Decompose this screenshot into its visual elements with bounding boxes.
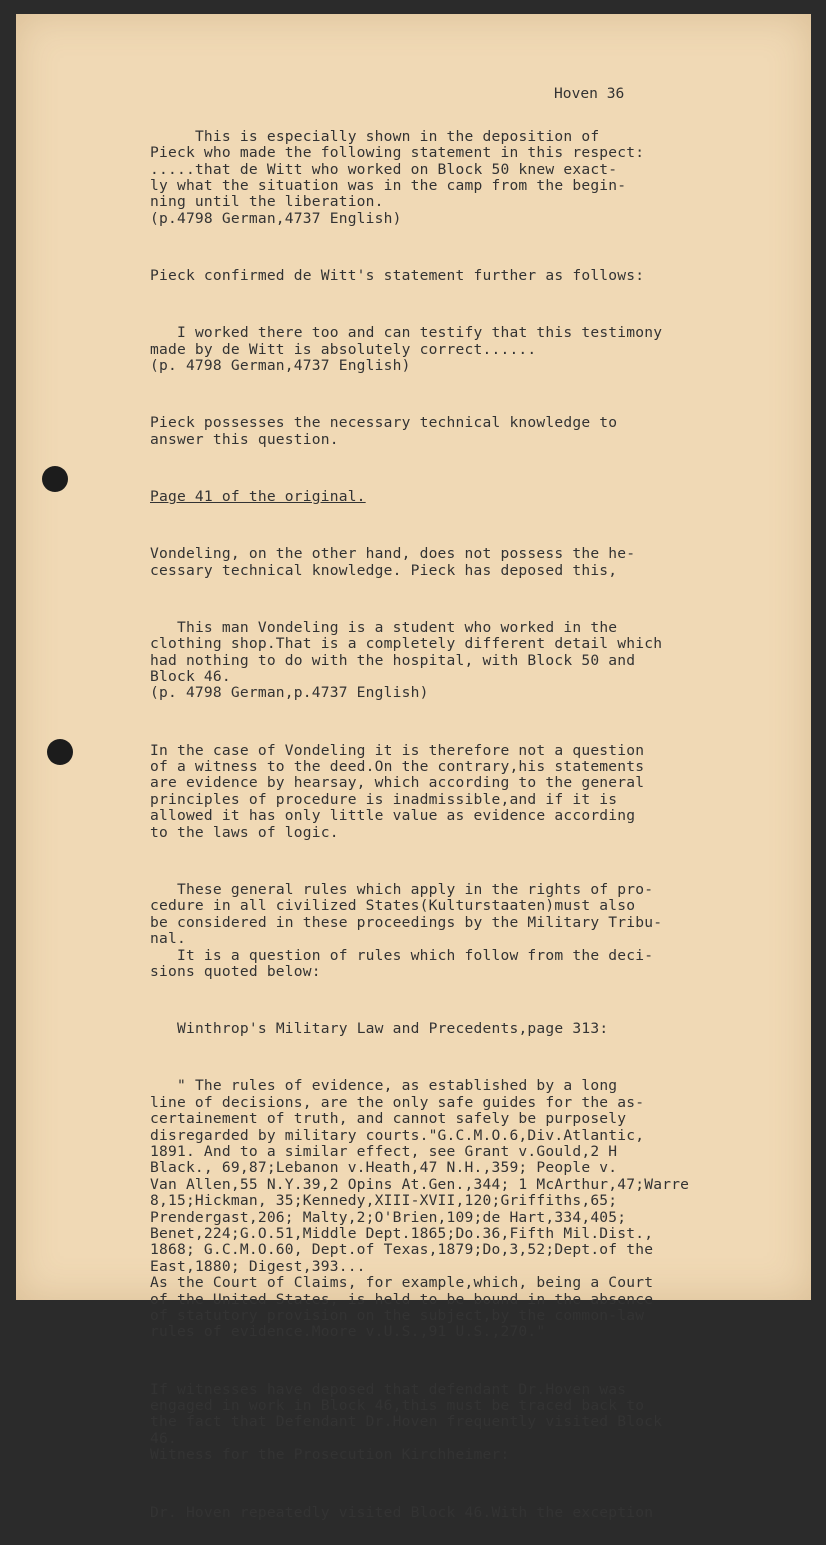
paragraph-testimony-quote: I worked there too and can testify that this testimony made by de Witt is absolutely correct...... (p. 4798 German,4737 English): [150, 324, 663, 375]
punch-hole-lower: [47, 739, 73, 765]
paragraph-pieck-confirmed: Pieck confirmed de Witt's statement further as follows:: [150, 267, 645, 285]
paragraph-block46: If witnesses have deposed that defendant Dr.Hoven was engaged in work in Block 46,this must be traced back to the fact that Defendant Dr.Hoven frequently visited Block 46. Witness for the Prosecution Kirchheimer:: [150, 1380, 663, 1464]
document-body: [150, 96, 750, 1545]
paragraph-winthrop-citation: Winthrop's Military Law and Precedents,page 313:: [150, 1020, 609, 1038]
paragraph-kirchheimer-quote: Dr. Hoven repeatedly visited Block 46.With the exception: [150, 1503, 654, 1521]
punch-hole-upper: [42, 466, 68, 492]
original-page-marker: Page 41 of the original.: [150, 487, 366, 505]
page-header: Hoven 36: [554, 85, 625, 102]
paragraph-hearsay: In the case of Vondeling it is therefore not a question of a witness to the deed.On the contrary,his statements are evidence by hearsay, which according to the general principles of procedure is inadmissible,and if it is allowed it has only little value as evidence according to the laws of logic.: [150, 741, 645, 841]
paragraph-general-rules: These general rules which apply in the rights of pro- cedure in all civilized States(Kulturstaaten)must also be considered in these proceedings by the Military Tribu- nal. It is a question of rules which follow from the deci- sions quoted below:: [150, 880, 663, 980]
paragraph-rules-of-evidence-quote: " The rules of evidence, as established by a long line of decisions, are the only safe guides for the as- certainement of truth, and cannot safely be purposely disregarded by military courts."G.C.M.O.6,Div.Atlantic, 1891. And to a similar effect, see Grant v.Gould,2 H Black., 69,87;Lebanon v.Heath,47 N.H.,359; People v. Van Allen,55 N.Y.39,2 Opins At.Gen.,344; 1 McArthur,47;Warre 8,15;Hickman, 35;Kennedy,XIII-XVII,120;Griffiths,65; Prendergast,206; Malty,2;O'Brien,109;de Hart,334,405; Benet,224;G.O.51,Middle Dept.1865;Do.36,Fifth Mil.Dist., 1868; G.C.M.O.60, Dept.of Texas,1879;Do,3,52;Dept.of the East,1880; Digest,393... As the Court of Claims, for example,which, being a Court of the United States, is held to be bound in the absence of statutory provision on the subject,by the common-law rules of evidence.Moore v.U.S.,91 U.S.,270.": [150, 1077, 690, 1341]
paragraph-vondeling: Vondeling, on the other hand, does not possess the he- cessary technical knowledge. Pieck has deposed this,: [150, 545, 636, 579]
paragraph-vondeling-quote: This man Vondeling is a student who worked in the clothing shop.That is a completely different detail which had nothing to do with the hospital, with Block 50 and Block 46. (p. 4798 German,p.4737 English): [150, 618, 663, 702]
paragraph-pieck-deposition: This is especially shown in the deposition of Pieck who made the following statement in this respect: .....that de Witt who worked on Block 50 knew exact- ly what the situation was in the camp from the begin- ning until the liberation. (p.4798 German,4737 English): [150, 127, 645, 227]
paragraph-technical-knowledge: Pieck possesses the necessary technical knowledge to answer this question.: [150, 414, 618, 448]
